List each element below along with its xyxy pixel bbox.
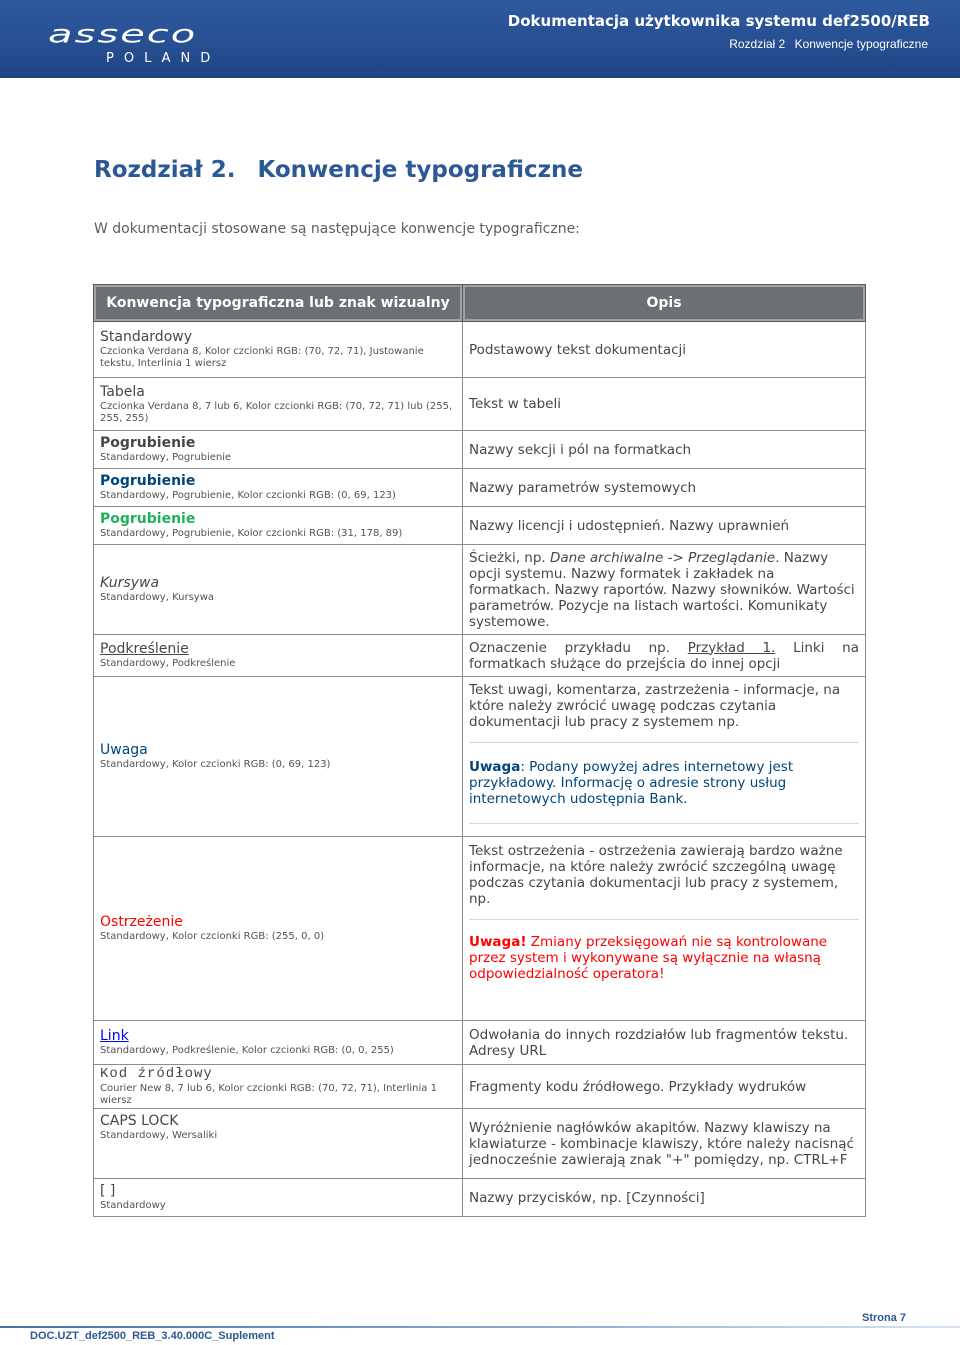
convention-desc: Czcionka Verdana 8, Kolor czcionki RGB: (70, 72, 71), Justowanie tekstu, Interlinia 1 wiersz [100,346,424,369]
description-cell: Podstawowy tekst dokumentacji [463,322,866,378]
logo-wordmark: asseco [48,20,198,49]
convention-desc: Standardowy, Pogrubienie, Kolor czcionki RGB: (31, 178, 89) [100,528,403,539]
table-row [94,1065,866,1109]
table-row [94,837,866,1021]
warning-example [469,934,859,982]
table-row [94,378,866,431]
convention-cell [94,1179,463,1217]
table-row [94,431,866,469]
convention-desc: Standardowy, Kursywa [100,592,215,603]
description-cell: Tekst w tabeli [463,378,866,431]
example-rest: Linki na formatkach służące do przejścia do innej opcji [469,639,859,672]
warning-label: Uwaga! [469,934,527,950]
description-cell [463,635,866,677]
page-header [0,0,960,78]
convention-cell [94,1021,463,1065]
table-row [94,635,866,677]
convention-cell [94,545,463,635]
convention-desc: Standardowy, Kolor czcionki RGB: (255, 0, 0) [100,931,325,942]
convention-desc: Standardowy, Pogrubienie, Kolor czcionki RGB: (0, 69, 123) [100,490,396,501]
convention-cell [94,677,463,837]
description-cell [463,545,866,635]
note-label: Uwaga [469,759,521,775]
running-chapter-name: Konwencje typograficzne [794,37,928,51]
convention-name: Pogrubienie [100,435,196,451]
running-chapter [723,37,928,51]
description-cell: Nazwy przycisków, np. [Czynności] [463,1179,866,1217]
convention-cell [94,635,463,677]
note-text: : Podany powyżej adres internetowy jest przykładowy. Informację o adresie strony usług internetowych udostępnia Bank. [469,759,794,807]
convention-cell [94,469,463,507]
description-cell [463,677,866,837]
inner-divider [469,742,859,743]
footer-rule [0,1326,960,1328]
table-row [94,1109,866,1179]
table-row [94,469,866,507]
example-text: Oznaczenie przykładu np. [469,639,671,656]
description-cell: Fragmenty kodu źródłowego. Przykłady wydruków [463,1065,866,1109]
warning-text: Zmiany przeksięgowań nie są kontrolowane przez system i wykonywane są wyłącznie na własną odpowiedzialność operatora! [469,934,828,982]
table-row [94,545,866,635]
table-row [94,507,866,545]
convention-name: Tabela [100,383,145,400]
asseco-logo [48,20,221,66]
note-example [469,759,859,807]
convention-cell [94,1109,463,1179]
description-cell [463,837,866,1021]
inner-divider [469,919,859,920]
inner-divider [469,823,859,824]
path-example: Dane archiwalne -> Przeglądanie [550,549,776,566]
convention-name: [ ] [100,1183,116,1199]
path-rest: . Nazwy opcji systemu. Nazwy formatek i zakładek na formatkach. Nazwy raportów. Nazwy słowników. Wartości parametrów. Pozycje na listach wartości. Komunikaty systemowe. [469,549,855,630]
description-cell: Odwołania do innych rozdziałów lub fragmentów tekstu. Adresy URL [463,1021,866,1065]
description-cell: Nazwy parametrów systemowych [463,469,866,507]
table-row [94,1021,866,1065]
convention-desc: Standardowy, Podkreślenie, Kolor czcionki RGB: (0, 0, 255) [100,1045,394,1056]
convention-name: CAPS LOCK [100,1113,179,1129]
convention-desc: Standardowy [100,1200,166,1211]
example-link[interactable]: Przykład 1. [687,639,776,656]
table-row [94,322,866,378]
warning-intro: Tekst ostrzeżenia - ostrzeżenia zawierają bardzo ważne informacje, na które należy zwrócić szczególną uwagę podczas czytania dokumentacji lub pracy z systemem, np. [469,843,843,907]
convention-cell [94,431,463,469]
convention-name: Kod źródłowy [100,1066,213,1082]
convention-name: Kursywa [100,575,160,591]
convention-name[interactable]: Link [100,1028,129,1044]
chapter-title: Konwencje typograficzne [257,157,583,183]
path-text: Ścieżki, np. [469,549,546,566]
convention-name: Podkreślenie [100,641,189,657]
convention-cell [94,507,463,545]
column-header-description: Opis [463,285,866,322]
convention-cell [94,322,463,378]
column-header-convention: Konwencja typograficzna lub znak wizualny [94,285,463,322]
convention-desc: Czcionka Verdana 8, 7 lub 6, Kolor czcionki RGB: (70, 72, 71) lub (255, 255, 255) [100,400,453,424]
chapter-heading [94,157,583,183]
page-number: Strona 7 [862,1312,907,1324]
convention-name: Pogrubienie [100,473,196,489]
conventions-table [93,284,866,1217]
convention-desc: Courier New 8, 7 lub 6, Kolor czcionki RGB: (70, 72, 71), Interlinia 1 wiersz [100,1083,437,1106]
convention-cell [94,378,463,431]
intro-paragraph: W dokumentacji stosowane są następujące konwencje typograficzne: [94,221,580,237]
convention-cell [94,1065,463,1109]
description-cell: Wyróżnienie nagłówków akapitów. Nazwy klawiszy na klawiaturze - kombinacje klawiszy, które należy nacisnąć jednocześnie zawierają znak "+" pomiędzy, np. CTRL+F [463,1109,866,1179]
running-chapter-label: Rozdział 2 [729,37,786,51]
logo-subtitle: POLAND [106,51,221,66]
convention-cell [94,837,463,1021]
description-cell: Nazwy licencji i udostępnień. Nazwy uprawnień [463,507,866,545]
document-id: DOC.UZT_def2500_REB_3.40.000C_Suplement [30,1330,275,1342]
table-header-row [94,285,866,322]
table-row [94,677,866,837]
convention-name: Ostrzeżenie [100,914,183,930]
convention-desc: Standardowy, Wersaliki [100,1130,218,1141]
document-title: Dokumentacja użytkownika systemu def2500/REB [507,12,930,30]
chapter-number: Rozdział 2. [94,157,236,183]
convention-desc: Standardowy, Pogrubienie [100,452,232,463]
convention-desc: Standardowy, Podkreślenie [100,658,236,669]
convention-name: Standardowy [100,329,192,345]
table-row [94,1179,866,1217]
convention-name: Pogrubienie [100,511,196,527]
convention-desc: Standardowy, Kolor czcionki RGB: (0, 69, 123) [100,759,331,770]
convention-name: Uwaga [100,742,148,758]
description-cell: Nazwy sekcji i pól na formatkach [463,431,866,469]
note-intro: Tekst uwagi, komentarza, zastrzeżenia - informacje, na które należy zwrócić uwagę podczas czytania dokumentacji lub pracy z systemem np. [469,682,841,730]
